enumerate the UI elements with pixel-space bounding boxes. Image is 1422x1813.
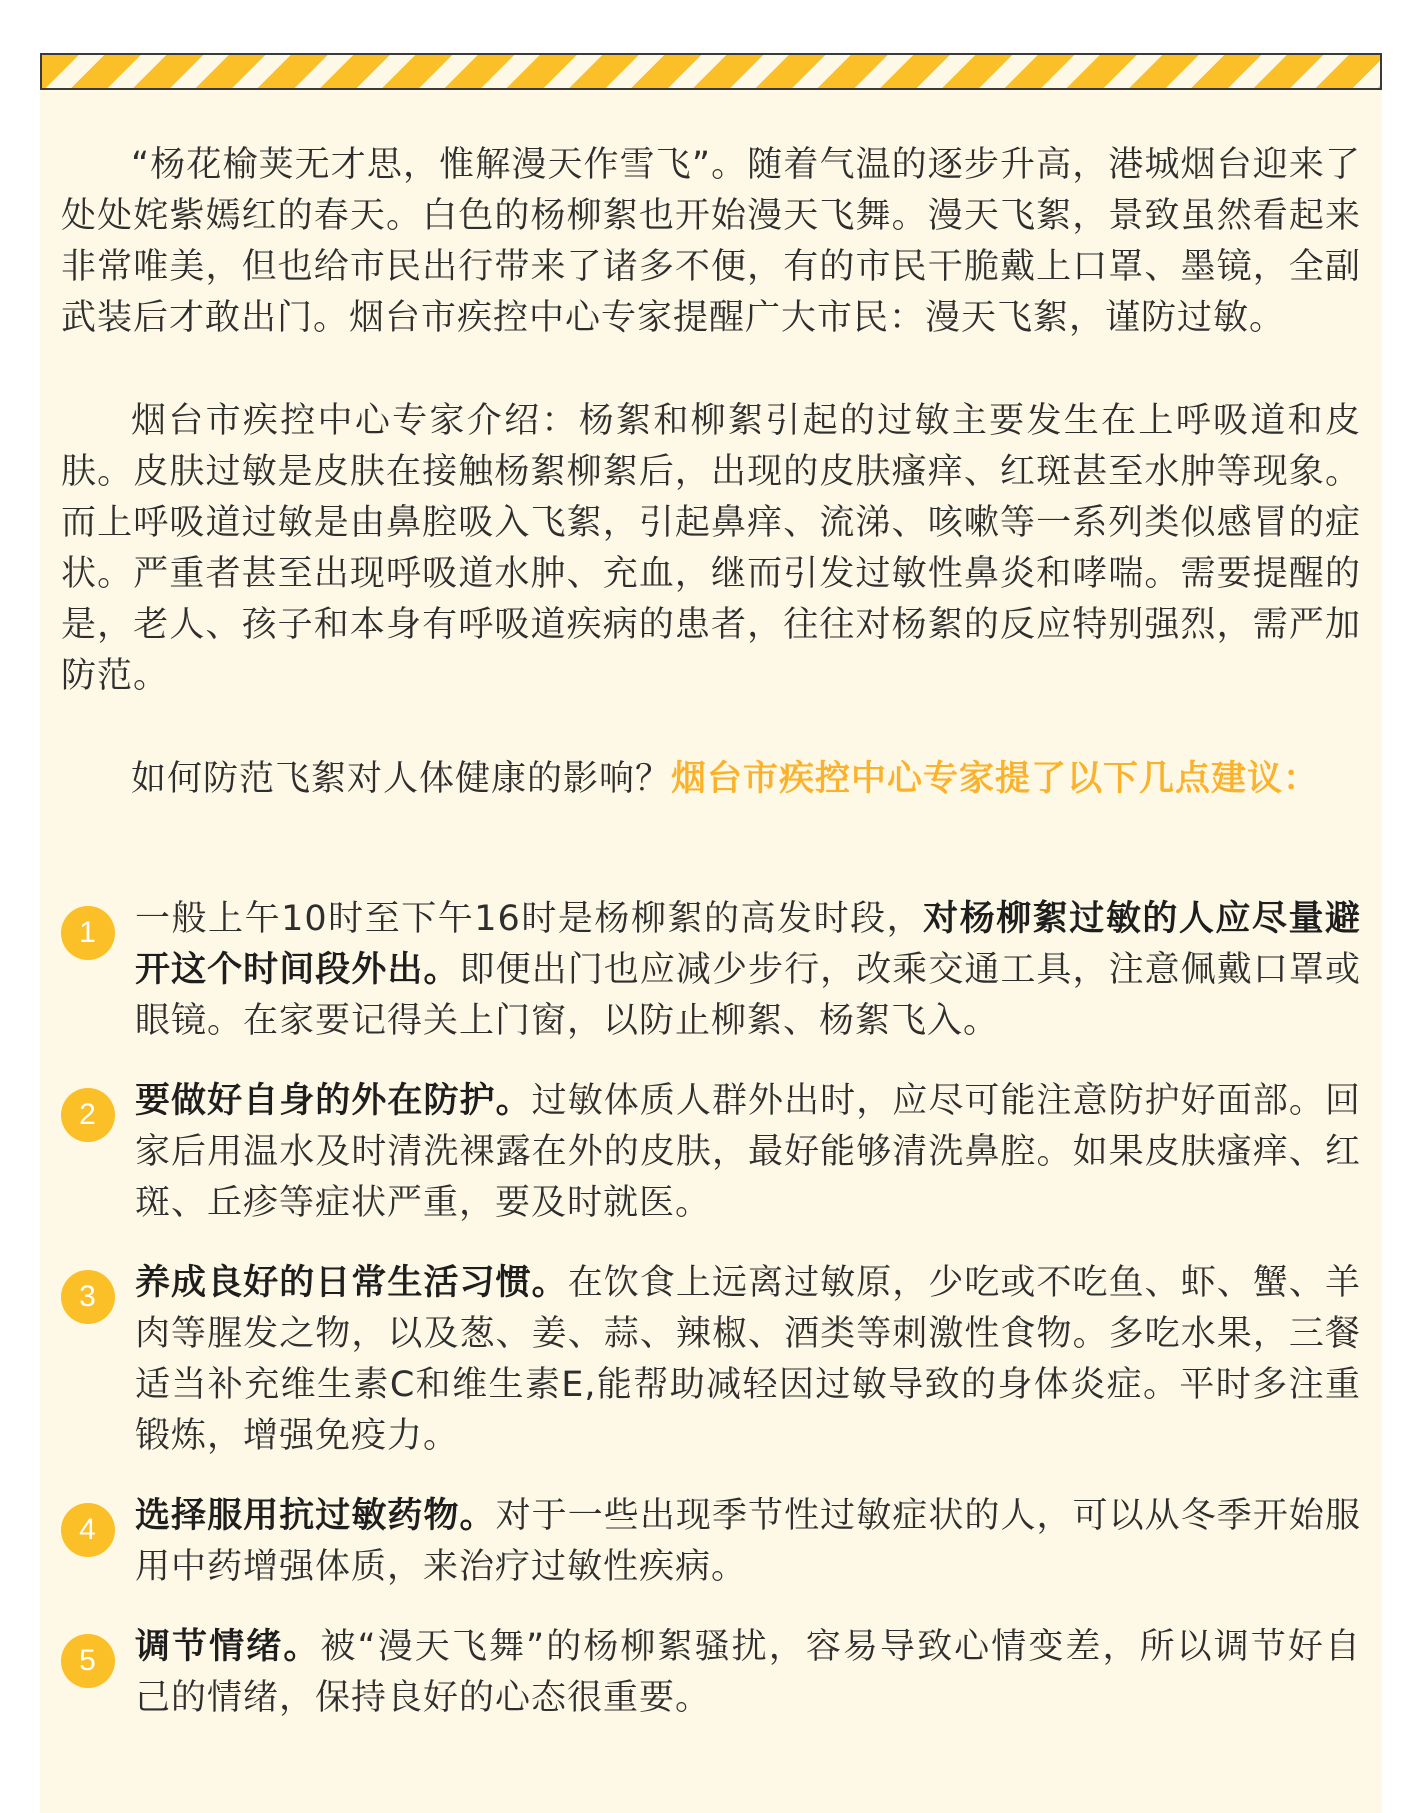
number-badge-5: 5 bbox=[61, 1634, 115, 1688]
advice-text: 一般上午10时至下午16时是杨柳絮的高发时段， bbox=[135, 899, 924, 939]
advice-item-5 bbox=[61, 1622, 1361, 1724]
advice-bold-text: 要做好自身的外在防护。 bbox=[135, 1081, 532, 1121]
question-text: 如何防范飞絮对人体健康的影响？ bbox=[131, 759, 672, 799]
advice-text: 被“漫天飞舞”的杨柳絮骚扰，容易导致心情变差，所以调节好自己的情绪，保持良好的心态很重要。 bbox=[135, 1627, 1361, 1718]
number-badge-2: 2 bbox=[61, 1088, 115, 1142]
intro-paragraph-2: 烟台市疾控中心专家介绍：杨絮和柳絮引起的过敏主要发生在上呼吸道和皮肤。皮肤过敏是皮肤在接触杨絮柳絮后，出现的皮肤瘙痒、红斑甚至水肿等现象。而上呼吸道过敏是由鼻腔吸入飞絮，引起鼻痒、流涕、咳嗽等一系列类似感冒的症状。严重者甚至出现呼吸道水肿、充血，继而引发过敏性鼻炎和哮喘。需要提醒的是，老人、孩子和本身有呼吸道疾病的患者，往往对杨絮的反应特别强烈，需严加防范。 bbox=[61, 401, 1361, 696]
advice-bold-text: 调节情绪。 bbox=[135, 1627, 321, 1667]
hazard-stripe-banner bbox=[40, 53, 1382, 90]
number-badge-3: 3 bbox=[61, 1270, 115, 1324]
advice-text: 过敏体质人群外出时，应尽可能注意防护好面部。回家后用温水及时清洗裸露在外的皮肤，最好能够清洗鼻腔。如果皮肤瘙痒、红斑、丘疹等症状严重，要及时就医。 bbox=[135, 1081, 1361, 1223]
number-badge-1: 1 bbox=[61, 906, 115, 960]
question-highlight: 烟台市疾控中心专家提了以下几点建议： bbox=[671, 759, 1320, 799]
advice-text: 即便出门也应减少步行，改乘交通工具，注意佩戴口罩或眼镜。在家要记得关上门窗，以防止柳絮、杨絮飞入。 bbox=[135, 950, 1361, 1041]
advice-item-3 bbox=[61, 1258, 1361, 1462]
advice-list bbox=[61, 894, 1361, 1753]
advice-text: 对于一些出现季节性过敏症状的人，可以从冬季开始服用中药增强体质，来治疗过敏性疾病。 bbox=[135, 1496, 1361, 1587]
advice-question bbox=[61, 754, 1361, 805]
article-body bbox=[61, 140, 1361, 805]
advice-bold-text: 对杨柳絮过敏的人应尽量避开这个时间段外出。 bbox=[135, 899, 1361, 990]
advice-text: 在饮食上远离过敏原，少吃或不吃鱼、虾、蟹、羊肉等腥发之物，以及葱、姜、蒜、辣椒、酒类等刺激性食物。多吃水果，三餐适当补充维生素C和维生素E,能帮助减轻因过敏导致的身体炎症。平时多注重锻炼，增强免疫力。 bbox=[135, 1263, 1361, 1456]
advice-item-1 bbox=[61, 894, 1361, 1047]
intro-paragraph-1: “杨花榆荚无才思，惟解漫天作雪飞”。随着气温的逐步升高，港城烟台迎来了处处姹紫嫣红的春天。白色的杨柳絮也开始漫天飞舞。漫天飞絮，景致虽然看起来非常唯美，但也给市民出行带来了诸多不便，有的市民干脆戴上口罩、墨镜，全副武装后才敢出门。烟台市疾控中心专家提醒广大市民：漫天飞絮，谨防过敏。 bbox=[61, 145, 1361, 338]
advice-item-4 bbox=[61, 1491, 1361, 1593]
advice-bold-text: 养成良好的日常生活习惯。 bbox=[135, 1263, 568, 1303]
advice-item-2 bbox=[61, 1076, 1361, 1229]
number-badge-4: 4 bbox=[61, 1503, 115, 1557]
advice-bold-text: 选择服用抗过敏药物。 bbox=[135, 1496, 496, 1536]
